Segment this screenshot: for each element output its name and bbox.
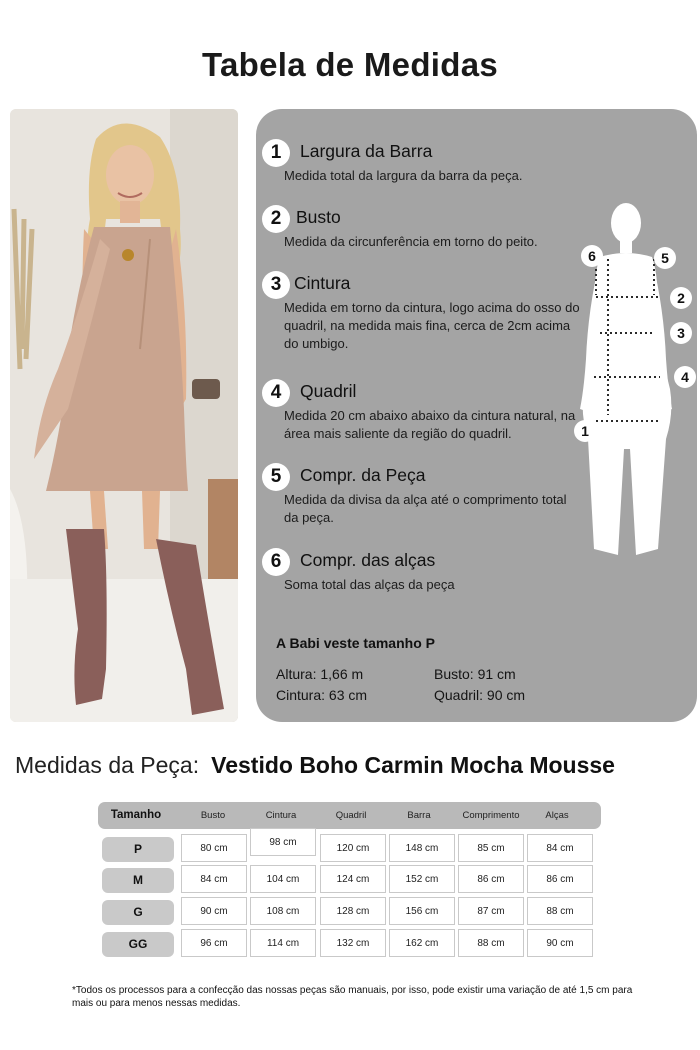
table-cell: 148 cm: [389, 834, 455, 862]
header-barra: Barra: [407, 810, 431, 821]
size-label-p: P: [102, 837, 174, 862]
diagram-label-6: 6: [581, 245, 603, 267]
guide-item-description: Medida da divisa da alça até o comprimento total da peça.: [284, 492, 567, 525]
guide-item-description: Medida da circunferência em torno do peito.: [284, 234, 538, 249]
diagram-label-1: 1: [574, 420, 596, 442]
guide-item-title: Cintura: [294, 273, 351, 293]
table-cell: 162 cm: [389, 929, 455, 957]
header-quadril: Quadril: [335, 810, 367, 821]
guide-item-description: Medida em torno da cintura, logo acima do osso do quadril, na medida mais fina, cerca de 2cm acima do umbigo.: [284, 300, 580, 351]
number-badge: 5: [262, 463, 290, 491]
number-badge: 4: [262, 379, 290, 407]
footnote: *Todos os processos para a confecção das nossas peças são manuais, por isso, pode existir uma variação de até 1,5 cm para mais ou para menos nessas medidas.: [72, 985, 633, 1009]
product-heading: [15, 752, 615, 779]
table-cell: 132 cm: [320, 929, 386, 957]
table-cell: 85 cm: [458, 834, 524, 862]
guide-item-title: Compr. da Peça: [300, 465, 426, 485]
guide-item-description: Medida 20 cm abaixo abaixo da cintura natural, na área mais saliente da região do quadril.: [284, 408, 576, 441]
guide-item-description: Medida total da largura da barra da peça.: [284, 168, 523, 183]
header-cintura: Cintura: [265, 810, 297, 821]
table-cell: 152 cm: [389, 865, 455, 893]
table-cell: 96 cm: [181, 929, 247, 957]
table-cell: 98 cm: [250, 828, 316, 856]
product-name: Vestido Boho Carmin Mocha Mousse: [211, 752, 615, 778]
model-waist: Cintura: 63 cm: [276, 687, 368, 703]
product-heading-label: Medidas da Peça:: [15, 752, 200, 778]
model-hip: Quadril: 90 cm: [434, 687, 526, 703]
guide-item-title: Compr. das alças: [300, 550, 436, 570]
table-cell: 88 cm: [527, 897, 593, 925]
diagram-label-2: 2: [670, 287, 692, 309]
model-bust: Busto: 91 cm: [434, 666, 516, 682]
number-badge: 2: [262, 205, 290, 233]
table-cell: 104 cm: [250, 865, 316, 893]
table-cell: 114 cm: [250, 929, 316, 957]
table-cell: 156 cm: [389, 897, 455, 925]
header-comprimento: Comprimento: [462, 810, 520, 821]
table-cell: 84 cm: [527, 834, 593, 862]
diagram-label-3: 3: [670, 322, 692, 344]
model-height: Altura: 1,66 m: [276, 666, 364, 682]
table-cell: 124 cm: [320, 865, 386, 893]
table-cell: 86 cm: [458, 865, 524, 893]
diagram-label-5: 5: [654, 247, 676, 269]
table-cell: 84 cm: [181, 865, 247, 893]
number-badge: 1: [262, 139, 290, 167]
table-cell: 86 cm: [527, 865, 593, 893]
guide-item-title: Quadril: [300, 381, 357, 401]
table-cell: 87 cm: [458, 897, 524, 925]
product-photo: [10, 109, 238, 722]
page-title: Tabela de Medidas: [201, 46, 499, 83]
size-label-m: M: [102, 868, 174, 893]
table-cell: 90 cm: [527, 929, 593, 957]
table-cell: 108 cm: [250, 897, 316, 925]
table-cell: 120 cm: [320, 834, 386, 862]
number-badge: 3: [262, 271, 290, 299]
table-cell: 88 cm: [458, 929, 524, 957]
model-size-heading: A Babi veste tamanho P: [276, 635, 435, 651]
number-badge: 6: [262, 548, 290, 576]
measurement-guide-panel: [256, 109, 697, 722]
guide-item-description: Soma total das alças da peça: [284, 577, 455, 592]
guide-item-title: Largura da Barra: [300, 141, 433, 161]
size-table-header: [98, 802, 601, 829]
table-cell: 128 cm: [320, 897, 386, 925]
table-cell: 80 cm: [181, 834, 247, 862]
table-cell: 90 cm: [181, 897, 247, 925]
size-label-g: G: [102, 900, 174, 925]
header-tamanho: Tamanho: [110, 809, 162, 821]
header-busto: Busto: [200, 810, 226, 821]
size-label-gg: GG: [102, 932, 174, 957]
header-alcas: Alças: [545, 810, 569, 821]
guide-item-title: Busto: [296, 207, 341, 227]
diagram-label-4: 4: [674, 366, 696, 388]
